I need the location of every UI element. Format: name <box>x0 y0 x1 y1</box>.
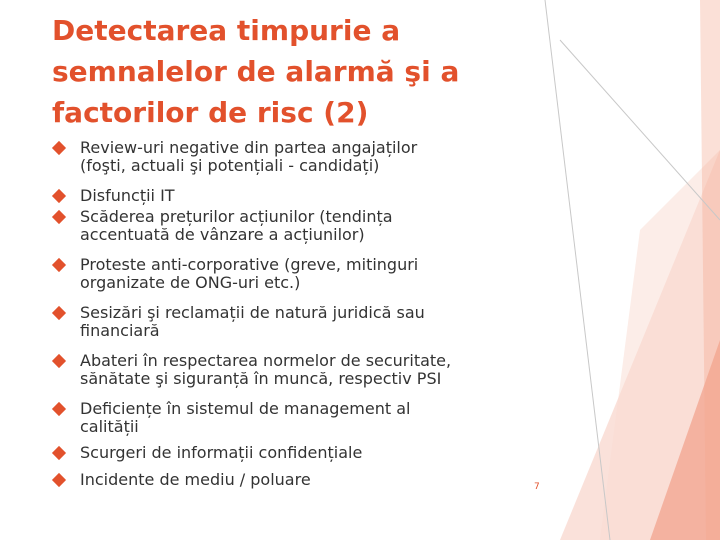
diamond-bullet-icon <box>52 141 66 155</box>
diamond-bullet-icon <box>52 210 66 224</box>
bullet-text-line: Proteste anti-corporative (greve, mitinguri <box>80 255 419 274</box>
bullet-item <box>52 444 522 462</box>
bullet-item <box>52 352 522 388</box>
bullet-text-line: Sesizări şi reclamații de natură juridică sau <box>80 303 425 322</box>
bullet-text-line: accentuată de vânzare a acțiunilor) <box>80 225 365 244</box>
diamond-bullet-icon <box>52 446 66 460</box>
bullet-item <box>52 304 522 340</box>
bullet-text-line: Review-uri negative din partea angajaților <box>80 138 418 157</box>
bullet-item <box>52 187 522 205</box>
bullet-text-line: Abateri în respectarea normelor de securitate, <box>80 351 452 370</box>
bullet-text-line: calității <box>80 417 139 436</box>
diamond-bullet-icon <box>52 189 66 203</box>
bullet-item <box>52 400 522 436</box>
slide-title-line: factorilor de risc (2) <box>52 96 369 129</box>
bullet-text-line: (foşti, actuali şi potențiali - candidați) <box>80 156 380 175</box>
bullet-text-line: Scurgeri de informații confidențiale <box>80 443 363 462</box>
slide-title-line: Detectarea timpurie a <box>52 14 401 47</box>
bullet-text-line: Disfuncții IT <box>80 186 175 205</box>
bullet-item <box>52 139 522 175</box>
decor-line-2 <box>560 40 720 220</box>
bullet-text-line: organizate de ONG-uri etc.) <box>80 273 301 292</box>
diamond-bullet-icon <box>52 306 66 320</box>
bullet-text-line: Deficiențe în sistemul de management al <box>80 399 411 418</box>
bullet-item <box>52 256 522 292</box>
diamond-bullet-icon <box>52 473 66 487</box>
decor-line-1 <box>545 0 610 540</box>
bullet-list <box>52 139 522 489</box>
bullet-text-line: financiară <box>80 321 160 340</box>
bullet-item <box>52 208 522 244</box>
bullet-text-line: Scăderea prețurilor acțiunilor (tendința <box>80 207 393 226</box>
bullet-text-line: sănătate şi siguranță în muncă, respectiv PSI <box>80 369 442 388</box>
diamond-bullet-icon <box>52 258 66 272</box>
diamond-bullet-icon <box>52 354 66 368</box>
bullet-item <box>52 471 522 489</box>
slide-title-line: semnalelor de alarmă şi a <box>52 55 460 88</box>
page-number: 7 <box>534 482 540 492</box>
bullet-text-line: Incidente de mediu / poluare <box>80 470 311 489</box>
slide-title <box>52 10 522 133</box>
diamond-bullet-icon <box>52 402 66 416</box>
